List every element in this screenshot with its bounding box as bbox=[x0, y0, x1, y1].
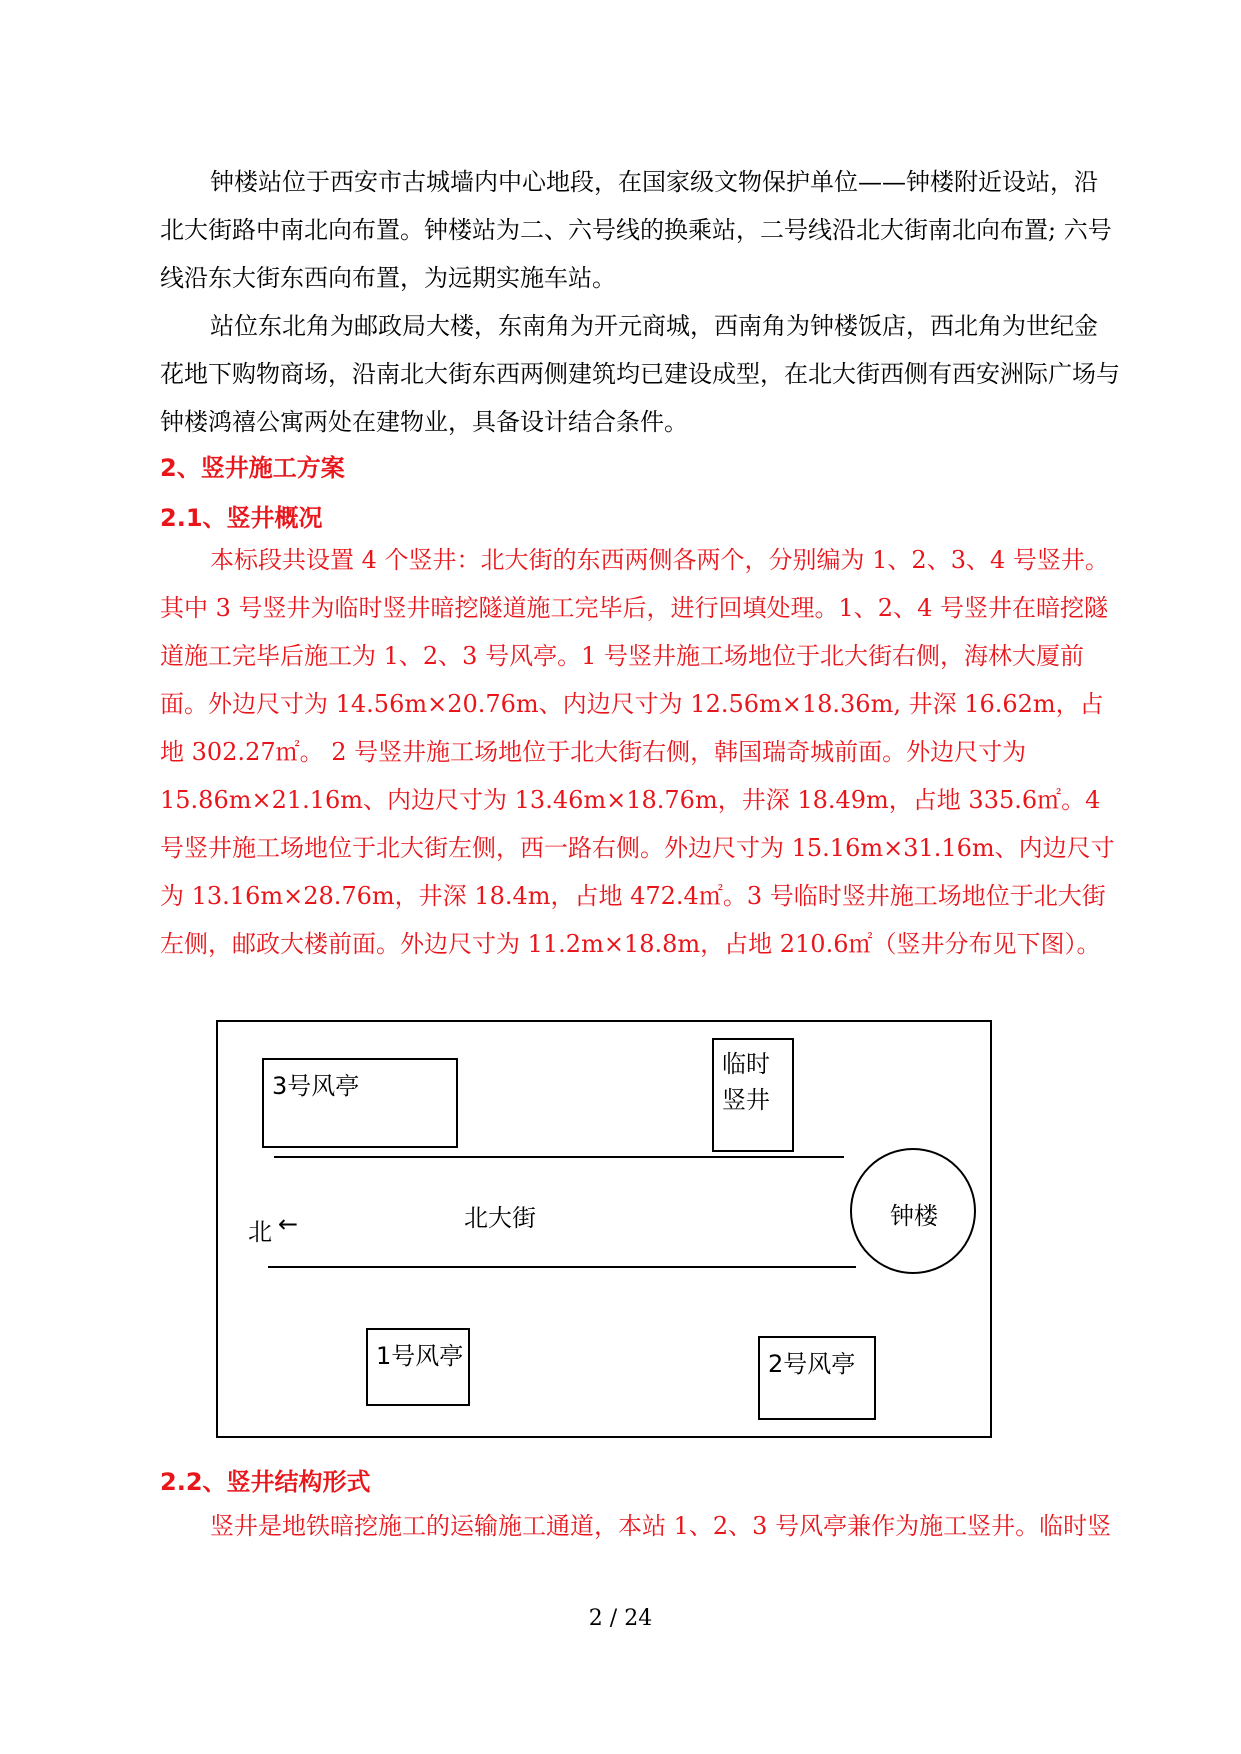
temporary-shaft-box bbox=[712, 1038, 794, 1152]
vent-pavilion-1-label: 1号风亭 bbox=[376, 1342, 464, 1370]
paragraph-shaft-details bbox=[160, 536, 1120, 968]
paragraph-text: 竖井是地铁暗挖施工的运输施工通道，本站 1、2、3 号风亭兼作为施工竖井。临时竖 bbox=[210, 1512, 1112, 1540]
paragraph-text: 钟楼站位于西安市古城墙内中心地段，在国家级文物保护单位——钟楼附近设站，沿北大街路中南北向布置。钟楼站为二、六号线的换乘站，二号线沿北大街南北向布置; 六号线沿东大街东西向布置，为远期实施车站。 bbox=[160, 168, 1112, 292]
north-label: 北 bbox=[248, 1218, 272, 1246]
paragraph-text: 本标段共设置 4 个竖井：北大街的东西两侧各两个，分别编为 1、2、3、4 号竖井。其中 3 号竖井为临时竖井暗挖隧道施工完毕后，进行回填处理。1、2、4 号竖井在暗挖隧道施工完毕后施工为 1、2、3 号风亭。1 号竖井施工场地位于北大街右侧，海林大厦前面。外边尺寸为 14.56m×20.76m、内边尺寸为 12.56m×18.36m, 井深 16.62m，占地 302.27㎡。 2 号竖井施工场地位于北大街右侧，韩国瑞奇城前面。外边尺寸为 15.86m×21.16m、内边尺寸为 13.46m×18.76m，井深 18.49m，占地 335.6㎡。4 号竖井施工场地位于北大街左侧，西一路右侧。外边尺寸为 15.16m×31.16m、内边尺寸为 13.16m×28.76m，井深 18.4m，占地 472.4㎡。3 号临时竖井施工场地位于北大街左侧，邮政大楼前面。外边尺寸为 11.2m×18.8m，占地 210.6㎡（竖井分布见下图）。 bbox=[160, 546, 1115, 958]
temporary-shaft-label: 临时竖井 bbox=[722, 1050, 770, 1114]
page-number: 2 / 24 bbox=[588, 1606, 653, 1631]
paragraph-station-location bbox=[160, 158, 1120, 302]
heading-shaft-plan: 2、竖井施工方案 bbox=[160, 454, 345, 482]
vent-pavilion-2-label: 2号风亭 bbox=[768, 1350, 856, 1378]
paragraph-surroundings bbox=[160, 302, 1120, 446]
paragraph-text: 站位东北角为邮政局大楼，东南角为开元商城，西南角为钟楼饭店，西北角为世纪金花地下购物商场，沿南北大街东西两侧建筑均已建设成型，在北大街西侧有西安洲际广场与钟楼鸿禧公寓两处在建物业，具备设计结合条件。 bbox=[160, 312, 1120, 436]
street-lower-edge bbox=[268, 1266, 856, 1268]
vent-pavilion-3-label: 3号风亭 bbox=[272, 1072, 360, 1100]
shaft-layout-diagram bbox=[216, 1020, 992, 1438]
north-arrow-icon: ← bbox=[278, 1210, 299, 1238]
vent-pavilion-2-box bbox=[758, 1336, 876, 1420]
street-label: 北大街 bbox=[464, 1204, 536, 1232]
vent-pavilion-1-box bbox=[366, 1328, 470, 1406]
heading-shaft-structure: 2.2、竖井结构形式 bbox=[160, 1468, 371, 1496]
vent-pavilion-3-box bbox=[262, 1058, 458, 1148]
street-upper-edge bbox=[274, 1156, 844, 1158]
bell-tower-label: 钟楼 bbox=[890, 1202, 938, 1230]
heading-shaft-overview: 2.1、竖井概况 bbox=[160, 504, 323, 532]
paragraph-shaft-structure bbox=[160, 1502, 1120, 1550]
